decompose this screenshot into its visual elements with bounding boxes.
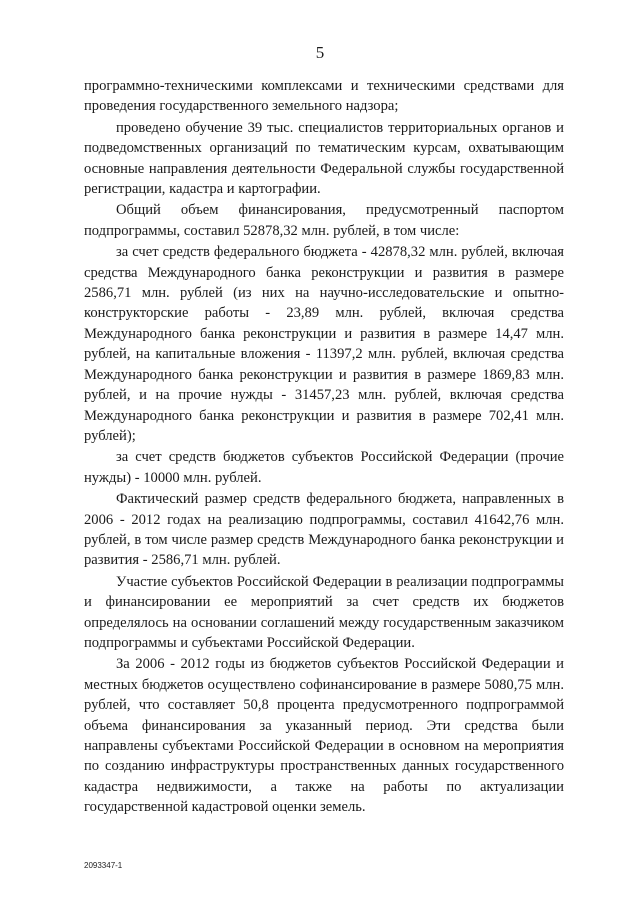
paragraph: за счет средств бюджетов субъектов Российской Федерации (прочие нужды) - 10000 млн. рублей.	[84, 449, 564, 486]
page-number: 5	[315, 43, 325, 62]
paragraph: Фактический размер средств федерального бюджета, направленных в 2006 - 2012 годах на реализацию подпрограммы, составил 41642,76 млн. рублей, в том числе размер средств Международного банка реконструкции и развития - 2586,71 млн. рублей.	[84, 491, 564, 569]
document-code: 2093347-1	[84, 861, 123, 870]
paragraph: За 2006 - 2012 годы из бюджетов субъектов Российской Федерации и местных бюджетов осуществлено софинансирование в размере 5080,75 млн. рублей, что составляет 50,8 процента предусмотренного подпрограммой объема финансирования за указанный период. Эти средства были направлены субъектами Российской Федерации в основном на мероприятия по созданию инфраструктуры пространственных данных государственного кадастра недвижимости, а также на работы по актуализации государственной кадастровой оценки земель.	[84, 656, 564, 816]
paragraph: Общий объем финансирования, предусмотренный паспортом подпрограммы, составил 52878,32 млн. рублей, в том числе:	[84, 202, 564, 239]
paragraph: программно-техническими комплексами и техническими средствами для проведения государственного земельного надзора;	[84, 78, 564, 115]
paragraph: проведено обучение 39 тыс. специалистов территориальных органов и подведомственных организаций по тематическим курсам, охватывающим основные направления деятельности Федеральной службы государственной регистрации, кадастра и картографии.	[84, 119, 564, 198]
paragraph: за счет средств федерального бюджета - 42878,32 млн. рублей, включая средства Международного банка реконструкции и развития в размере 2586,71 млн. рублей (из них на научно-исследовательские и опытно-конструкторские работы - 23,89 млн. рублей, включая средства Международного банка реконструкции и развития в размере 14,47 млн. рублей, на капитальные вложения - 11397,2 млн. рублей, включая средства Международного банка реконструкции и развития в размере 1869,83 млн. рублей, и на прочие нужды - 31457,23 млн. рублей, включая средства Международного банка реконструкции и развития в размере 702,41 млн. рублей);	[84, 244, 564, 444]
paragraph: Участие субъектов Российской Федерации в реализации подпрограммы и финансировании ее мероприятий за счет средств их бюджетов определялось на основании соглашений между государственным заказчиком подпрограммы и субъектами Российской Федерации.	[84, 573, 564, 651]
document-body	[84, 76, 564, 818]
